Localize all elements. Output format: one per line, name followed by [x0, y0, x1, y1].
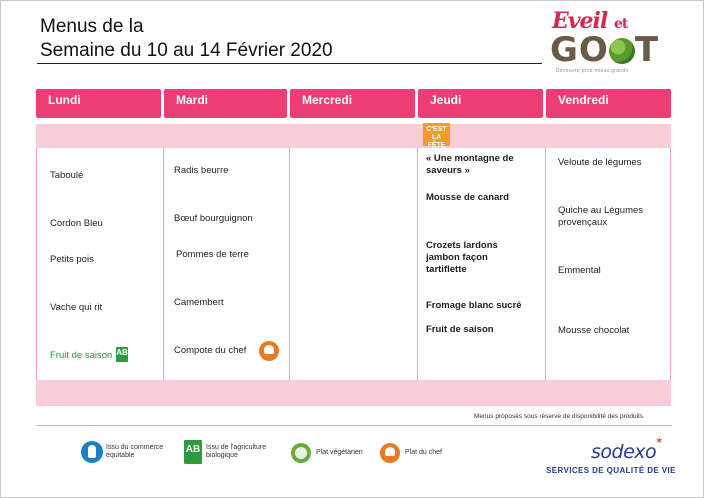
sodexo-star-icon: ✶ — [655, 436, 664, 447]
menu-item: Cordon Bleu — [50, 218, 103, 229]
menu-item: Emmental — [558, 265, 601, 276]
footer-divider — [36, 425, 672, 426]
legend-label: Issu du commerce équitable — [106, 444, 164, 459]
chef-hat-icon — [259, 341, 279, 361]
menu-item: Radis beurre — [174, 165, 229, 176]
menu-item: Taboulé — [50, 170, 84, 181]
eveil-et-gout-logo — [548, 6, 672, 86]
sodexo-logo: sodexo — [591, 441, 657, 463]
globe-icon — [609, 38, 635, 64]
menu-item: Crozets lardons jambon façon tartiflette — [426, 240, 498, 275]
page-title-line1: Menus de la — [40, 16, 144, 37]
day-header-mercredi: Mercredi — [290, 89, 415, 118]
footer-band — [36, 380, 671, 406]
title-underline — [37, 63, 542, 64]
column-divider — [289, 148, 290, 380]
column-divider — [670, 148, 671, 380]
column-divider — [36, 148, 37, 380]
day-header-vendredi: Vendredi — [546, 89, 671, 118]
menu-item: Vache qui rit — [50, 302, 103, 313]
menu-item: Fruit de saison — [426, 324, 494, 335]
column-divider — [417, 148, 418, 380]
menu-item: Petits pois — [50, 254, 94, 265]
logo-tagline: Découvrir pour mieux grandir — [556, 68, 629, 74]
menu-item: Veloute de légumes — [558, 157, 642, 168]
menu-item: Mousse chocolat — [558, 325, 630, 336]
chef-hat-icon — [380, 443, 400, 463]
menu-item: Compote du chef — [174, 345, 247, 356]
organic-ab-icon: AB — [116, 347, 128, 362]
menu-item: Fruit de saison — [50, 350, 113, 361]
legend-label: Plat du chef — [405, 449, 442, 456]
menu-item: Fromage blanc sucré — [426, 300, 522, 311]
menu-item: Mousse de canard — [426, 192, 509, 203]
organic-ab-icon: AB — [184, 440, 202, 464]
day-header-mardi: Mardi — [164, 89, 287, 118]
column-divider — [163, 148, 164, 380]
availability-note: Menus proposés sous réserve de disponibilité des produits — [474, 413, 644, 420]
day-header-jeudi: Jeudi — [418, 89, 543, 118]
logo-wordmark-bottom: GO T — [550, 30, 660, 70]
starter-band — [36, 124, 671, 148]
menu-item: « Une montagne de saveurs » — [426, 153, 514, 176]
cest-la-fete-badge: C'EST LA FÊTE — [423, 123, 450, 146]
fair-trade-icon — [81, 441, 103, 463]
menu-item: Quiche au Légumes provençaux — [558, 205, 644, 228]
sodexo-tagline: SERVICES DE QUALITÉ DE VIE — [546, 466, 676, 475]
day-header-lundi: Lundi — [36, 89, 161, 118]
page-title-line2: Semaine du 10 au 14 Février 2020 — [40, 40, 333, 61]
menu-item: Pommes de terre — [176, 249, 249, 260]
legend-label: Plat végétarien — [316, 449, 363, 456]
column-divider — [545, 148, 546, 380]
logo-wordmark-top: Eveil et — [552, 8, 628, 34]
legend-label: Issu de l'agriculture biologique — [206, 444, 267, 459]
menu-item: Camembert — [174, 297, 224, 308]
menu-item: Bœuf bourguignon — [174, 213, 253, 224]
vegetarian-icon — [291, 443, 311, 463]
